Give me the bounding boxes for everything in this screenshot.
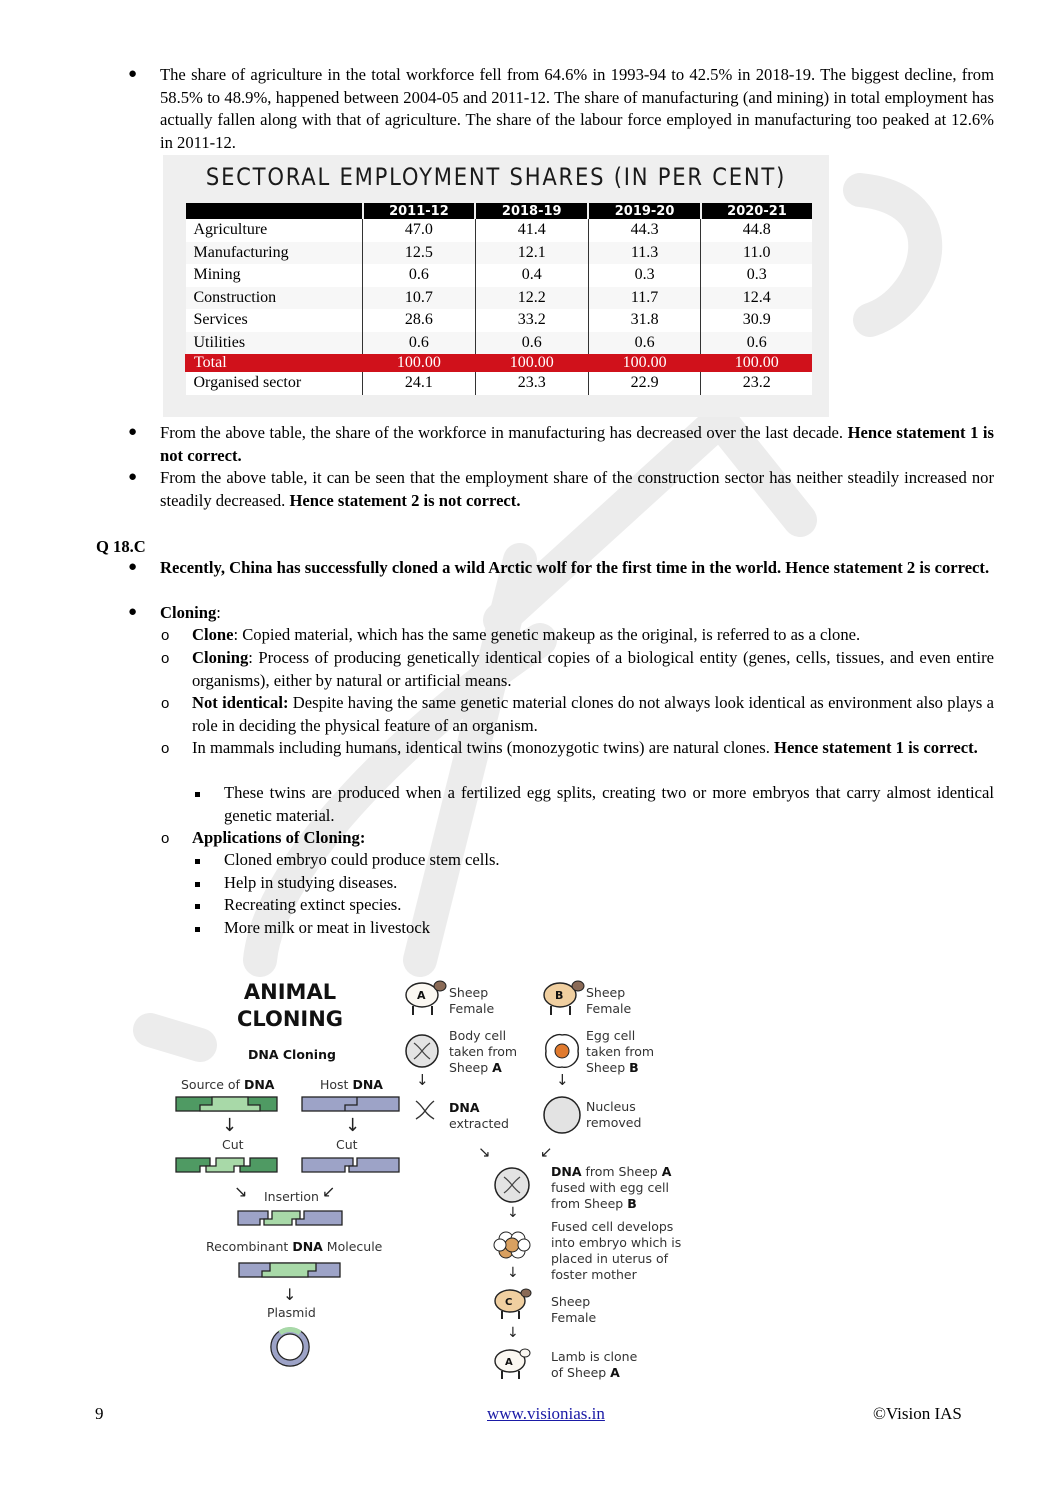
cell-value: 22.9: [588, 372, 701, 395]
cell-value: 0.6: [701, 332, 812, 355]
animal-cloning-diagram: [160, 965, 720, 1395]
line: Lamb is clone: [551, 1349, 638, 1364]
source-dna-cut: [176, 1158, 277, 1172]
explanation-text: From the above table, it can be seen that the employment share of the construction sector has neither steadily increased nor steadily decreased.: [160, 468, 994, 510]
line: Female: [449, 1001, 495, 1016]
cell-value: 30.9: [701, 309, 812, 332]
line: fused with egg cell: [551, 1180, 669, 1195]
table-header-row: [186, 203, 813, 219]
conclusion-text: Hence statement 1 is not correct.: [160, 423, 994, 465]
title-line: CLONING: [236, 1007, 344, 1031]
row-label: Agriculture: [186, 219, 363, 242]
term: Cloning: [192, 648, 249, 667]
row-label: Utilities: [186, 332, 363, 355]
colon: :: [216, 603, 221, 622]
website-link[interactable]: www.visionias.in: [487, 1404, 605, 1423]
note-text: In mammals including humans, identical twins (monozygotic twins) are natural clones.: [192, 738, 775, 757]
dna-extracted-label: [449, 1100, 509, 1132]
egg-cell-icon: [546, 1035, 579, 1068]
label-text: Host: [320, 1077, 353, 1092]
cloning-heading: Cloning: [160, 603, 217, 622]
line: [551, 1196, 671, 1212]
cell-value: 100.00: [701, 354, 812, 372]
label-text: of Sheep: [551, 1365, 611, 1380]
application-item: Cloned embryo could produce stem cells.: [224, 850, 500, 869]
label-bold: B: [627, 1196, 637, 1211]
label-text: Recombinant: [206, 1239, 293, 1254]
fused-cell-icon: [495, 1168, 529, 1202]
table-row: [186, 332, 813, 355]
page-number: 9: [95, 1404, 104, 1423]
down-arrow-icon: ↓: [283, 1285, 297, 1304]
table-row: [186, 219, 813, 242]
down-arrow-icon: ↓: [507, 1205, 519, 1221]
cell-value: 12.4: [701, 287, 812, 310]
circle-bullet-icon: o: [161, 740, 170, 757]
term: Clone: [192, 625, 234, 644]
row-label: Services: [186, 309, 363, 332]
circle-bullet-icon: o: [161, 830, 170, 847]
embryo-label: [551, 1219, 681, 1283]
arctic-wolf-statement: Recently, China has successfully cloned a wild Arctic wolf for the first time in the world. Hence statement 2 is correct.: [160, 558, 990, 577]
not-identical-note: [192, 692, 994, 737]
diagonal-arrow-icon: ↙: [322, 1182, 336, 1201]
question-heading: Q 18.C: [96, 537, 146, 556]
cell-value: 24.1: [363, 372, 476, 395]
nucleus-removed-label: [586, 1099, 641, 1131]
cell-value: 44.8: [701, 219, 812, 242]
down-arrow-icon: ↓: [222, 1115, 238, 1136]
row-label: Organised sector: [186, 372, 363, 395]
label-bold: A: [492, 1060, 502, 1075]
dna-helix-icon: [416, 1101, 434, 1119]
sheep-c-icon: [495, 1289, 531, 1319]
table-row: [186, 287, 813, 310]
square-bullet-icon: [195, 882, 200, 887]
header-cell: 2019-20: [588, 203, 701, 219]
line: Female: [551, 1310, 597, 1325]
row-label: Construction: [186, 287, 363, 310]
table-row: [186, 372, 813, 395]
square-bullet-icon: [195, 927, 200, 932]
square-bullet-icon: [195, 904, 200, 909]
line: removed: [586, 1115, 642, 1130]
statement-1-explanation: [160, 422, 994, 467]
conclusion-text: Hence statement 1 is correct.: [774, 738, 978, 757]
bullet-icon: ●: [128, 469, 138, 485]
cut-label: Cut: [336, 1137, 358, 1152]
host-dna-cut: [302, 1158, 399, 1172]
svg-text:A: A: [417, 989, 426, 1002]
sheep-b-label: [586, 985, 631, 1017]
svg-text:C: C: [505, 1297, 513, 1308]
bullet-icon: ●: [128, 66, 138, 82]
dna-cloning-heading: DNA Cloning: [248, 1047, 336, 1062]
label-bold: A: [661, 1164, 672, 1179]
line: Sheep: [586, 985, 626, 1000]
label-text: Source of: [181, 1077, 244, 1092]
cell-value: 0.6: [588, 332, 701, 355]
cell-value: 0.4: [475, 264, 588, 287]
sectoral-employment-table: [185, 203, 812, 395]
twins-explanation: These twins are produced when a fertilized egg splits, creating two or more embryos that carry almost identical genetic material.: [224, 783, 994, 825]
square-bullet-icon: [195, 792, 200, 797]
down-arrow-icon: ↓: [416, 1071, 429, 1089]
enucleated-egg-icon: [544, 1097, 580, 1133]
bullet-icon: ●: [128, 559, 138, 575]
line: taken from: [449, 1044, 518, 1059]
cell-value: 28.6: [363, 309, 476, 332]
body-cell-label: [449, 1028, 517, 1076]
line: [449, 1060, 517, 1076]
definition: : Process of producing genetically identical copies of a biological entity (genes, cells, tissues, and even entire organisms), either by natural or artificial means.: [192, 648, 994, 690]
line: Fused cell develops: [551, 1219, 674, 1234]
watermark-stroke: [860, 190, 925, 320]
sheep-c-label: [551, 1294, 596, 1326]
down-arrow-icon: ↓: [345, 1115, 361, 1136]
line: [551, 1164, 671, 1180]
diagonal-arrow-icon: ↙: [540, 1143, 553, 1161]
applications-heading: Applications of Cloning:: [192, 828, 366, 847]
label-text: Sheep: [586, 1060, 630, 1075]
explanation-text: From the above table, the share of the workforce in manufacturing has decreased over the last decade.: [160, 423, 848, 442]
insertion-label: Insertion: [264, 1189, 319, 1204]
plasmid-label: Plasmid: [267, 1305, 316, 1320]
cloning-definition: [192, 647, 994, 692]
line: extracted: [449, 1116, 509, 1131]
host-dna-strand: [302, 1097, 399, 1111]
row-label: Manufacturing: [186, 242, 363, 265]
copyright: ©Vision IAS: [873, 1404, 962, 1423]
cell-value: 12.1: [475, 242, 588, 265]
down-arrow-icon: ↓: [507, 1265, 519, 1281]
cell-value: 33.2: [475, 309, 588, 332]
label-bold: DNA: [243, 1077, 275, 1092]
cell-value: 0.6: [363, 264, 476, 287]
line: Sheep: [551, 1294, 591, 1309]
cell-value: 31.8: [588, 309, 701, 332]
row-label: Total: [186, 354, 363, 372]
cell-value: 100.00: [475, 354, 588, 372]
cell-value: 0.6: [475, 332, 588, 355]
line: taken from: [586, 1044, 655, 1059]
cell-value: 23.3: [475, 372, 588, 395]
sectoral-employment-table-figure: [163, 155, 829, 417]
cell-value: 47.0: [363, 219, 476, 242]
application-item: More milk or meat in livestock: [224, 918, 430, 937]
statement-2-explanation: [160, 467, 994, 512]
cell-value: 11.3: [588, 242, 701, 265]
term: Not identical:: [192, 693, 289, 712]
row-label: Mining: [186, 264, 363, 287]
header-cell: 2011-12: [363, 203, 476, 219]
table-row: [186, 242, 813, 265]
cell-value: 12.5: [363, 242, 476, 265]
table-title: SECTORAL EMPLOYMENT SHARES (IN PER CENT): [205, 163, 787, 191]
bullet-icon: ●: [128, 604, 138, 620]
definition: Despite having the same genetic material clones do not always look identical as environment also plays a role in deciding the physical feature of an organism.: [192, 693, 994, 735]
embryo-icon: [494, 1232, 530, 1258]
conclusion-text: Hence statement 2 is not correct.: [289, 490, 521, 510]
cell-value: 23.2: [701, 372, 812, 395]
definition: : Copied material, which has the same genetic makeup as the original, is referred to as a clone.: [233, 625, 861, 644]
label-bold: DNA: [551, 1164, 582, 1179]
bullet-icon: ●: [128, 424, 138, 440]
circle-bullet-icon: o: [161, 627, 170, 644]
recombinant-label: [206, 1239, 382, 1255]
line: Nucleus: [586, 1099, 636, 1114]
line: Body cell: [449, 1028, 507, 1043]
label-bold: B: [629, 1060, 639, 1075]
cell-value: 44.3: [588, 219, 701, 242]
line: [551, 1365, 637, 1381]
source-dna-strand: [176, 1097, 277, 1111]
diagonal-arrow-icon: ↘: [478, 1143, 491, 1161]
lamb-a-icon: [495, 1349, 530, 1379]
circle-bullet-icon: o: [161, 650, 170, 667]
diagonal-arrow-icon: ↘: [234, 1182, 248, 1201]
table-row: [186, 264, 813, 287]
inserted-dna-strand: [238, 1211, 342, 1225]
label-bold: A: [610, 1365, 620, 1380]
label-text: from Sheep: [551, 1196, 628, 1211]
clone-definition: [192, 624, 994, 647]
cell-value: 12.2: [475, 287, 588, 310]
svg-text:B: B: [555, 989, 564, 1002]
title-line: ANIMAL: [243, 980, 337, 1004]
down-arrow-icon: ↓: [556, 1071, 569, 1089]
recombinant-dna-strand: [239, 1263, 340, 1277]
line: Egg cell: [586, 1028, 636, 1043]
label-text: Sheep: [449, 1060, 493, 1075]
cell-value: 100.00: [588, 354, 701, 372]
table-total-row: [186, 354, 813, 372]
cell-value: 0.6: [363, 332, 476, 355]
egg-cell-label: [586, 1028, 654, 1076]
cell-value: 10.7: [363, 287, 476, 310]
intro-paragraph: The share of agriculture in the total workforce fell from 64.6% in 1993-94 to 42.5% in 2018-19. The biggest decline, from 58.5% to 48.9%, happened between 2004-05 and 2011-12. The share of manufacturing (and mining) in total employment has actually fallen along with that of agriculture. The share of the labour force employed in manufacturing too peaked at 12.6% in 2011-12.: [160, 65, 994, 152]
circle-bullet-icon: o: [161, 695, 170, 712]
down-arrow-icon: ↓: [507, 1325, 519, 1341]
line: placed in uterus of: [551, 1251, 669, 1266]
square-bullet-icon: [195, 859, 200, 864]
label-text: from Sheep: [581, 1164, 662, 1179]
sheep-a-label: [449, 985, 494, 1017]
cell-value: 0.3: [701, 264, 812, 287]
header-cell: 2020-21: [701, 203, 812, 219]
fused-cell-label: [551, 1164, 671, 1212]
header-cell: [186, 203, 363, 219]
label-bold: DNA: [352, 1077, 383, 1092]
svg-text:A: A: [505, 1357, 513, 1368]
cell-value: 11.0: [701, 242, 812, 265]
label-bold: DNA: [292, 1239, 323, 1254]
sheep-a-icon: [406, 981, 446, 1015]
line: [586, 1060, 654, 1076]
identical-twins-note: [192, 737, 994, 760]
label-text: Molecule: [322, 1239, 383, 1254]
table-row: [186, 309, 813, 332]
cell-value: 11.7: [588, 287, 701, 310]
cloning-label: [160, 602, 221, 625]
sheep-b-icon: [544, 981, 584, 1015]
application-item: Recreating extinct species.: [224, 895, 402, 914]
cell-value: 100.00: [363, 354, 476, 372]
line: DNA: [449, 1100, 480, 1115]
watermark-stroke: [420, 560, 520, 960]
cut-label: Cut: [222, 1137, 244, 1152]
body-cell-icon: [406, 1035, 438, 1067]
line: Sheep: [449, 985, 489, 1000]
application-item: Help in studying diseases.: [224, 873, 398, 892]
line: Female: [586, 1001, 632, 1016]
lamb-clone-label: [551, 1349, 637, 1381]
header-cell: 2018-19: [475, 203, 588, 219]
line: into embryo which is: [551, 1235, 682, 1250]
cell-value: 41.4: [475, 219, 588, 242]
cell-value: 0.3: [588, 264, 701, 287]
line: foster mother: [551, 1267, 637, 1282]
plasmid-icon: [271, 1328, 309, 1366]
